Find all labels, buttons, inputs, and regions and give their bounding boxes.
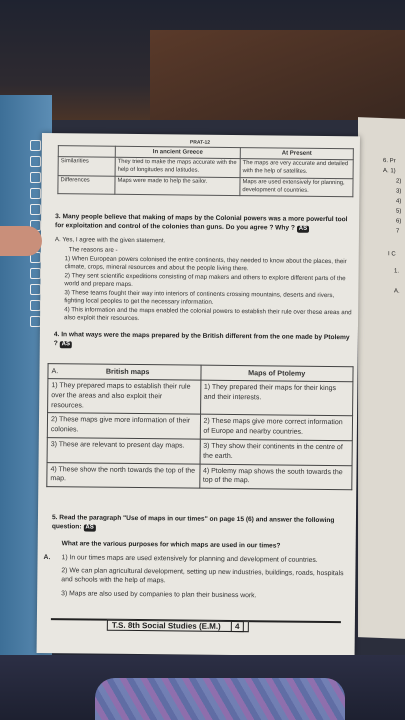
answer-item: 1) In our times maps are used extensively for planning and development of countries. <box>61 554 318 564</box>
table-cell: 1) They prepared maps to establish their rule over the areas and also exploit their resources. <box>48 379 201 415</box>
question-text: Many people believe that making of maps by the Colonial powers was a more powerful tool for exploitation and control of the colonies than guns. Do you agree ? Why ? <box>54 213 348 232</box>
table-cell: Similarities <box>58 157 115 176</box>
table-header <box>48 364 201 381</box>
right-page-line: A. 1) <box>383 168 396 175</box>
right-page-line: 1. <box>394 268 400 275</box>
right-page-line: 3) <box>396 188 402 195</box>
table-cell: 1) They prepared their maps for their kings and their interests. <box>200 380 353 416</box>
right-page-line: I C <box>388 251 396 258</box>
answer-item: 3) Maps are also used by companies to plan their business work. <box>61 590 257 600</box>
table-cell: Maps are used extensively for planning, development of countries. <box>240 177 353 197</box>
table-cell: They tried to make the maps accurate with the help of longitudes and latitudes. <box>115 157 240 177</box>
table-header: At Present <box>240 148 353 160</box>
table-row <box>58 175 353 197</box>
background-wooden-surface <box>150 30 405 120</box>
page-footer <box>107 620 249 632</box>
question-number: 3. <box>55 213 61 221</box>
table-row <box>47 438 352 466</box>
table-row <box>47 462 352 490</box>
table-cell: Differences <box>58 175 115 194</box>
right-page-line: A. <box>394 288 400 295</box>
right-page-line: 6. Pr <box>383 158 396 165</box>
table-row <box>47 413 352 441</box>
table-header <box>58 146 115 158</box>
table-row <box>48 379 353 417</box>
table-cell: 4) Ptolemy map shows the south towards the top of the map. <box>199 464 352 490</box>
question-number: 4. <box>53 331 60 339</box>
table-header: Maps of Ptolemy <box>200 365 353 382</box>
answer-mark: A. <box>51 366 59 376</box>
greece-comparison-table <box>57 145 354 197</box>
right-page-line: 2) <box>396 178 402 185</box>
question-text: In what ways were the maps prepared by the British different from the one made by Ptolemy ? <box>53 331 350 347</box>
answer-item: 2) We can plan agricultural development, setting up new industries, buildings, roads, hospitals and schools with the help of maps. <box>61 567 344 585</box>
reason-item: 2) They sent scientific expeditions consisting of map makers and others to explore different parts of the world and prepare maps. <box>64 272 346 289</box>
maps-comparison-table <box>46 363 353 490</box>
reason-item: 1) When European powers colonised the entire continents, they needed to know about the places, their climate, crops, mineral resources and about the people living there. <box>64 255 347 273</box>
table-cell: The maps are very accurate and detailed with the help of satellites. <box>240 159 353 179</box>
page-code-label: PRAT-12 <box>189 139 211 146</box>
answer-intro: A. Yes, I agree with the given statement. <box>54 236 166 245</box>
question-text: Read the paragraph "Use of maps in our times" on page 15 (6) and answer the following question: <box>51 514 335 530</box>
reasons-label: The reasons are - <box>68 246 118 254</box>
right-page-line: 5) <box>396 208 402 215</box>
question-3 <box>55 213 355 233</box>
right-page-line: 6) <box>396 218 402 225</box>
page-number: 4 <box>231 621 244 632</box>
right-page-line: 7 <box>396 228 400 235</box>
table-cell: 4) These show the north towards the top of the map. <box>47 462 200 488</box>
reason-item: 3) These teams fought their way into interiors of continents crossing mountains, deserts and rivers, fighting local peoples to get the necessary information. <box>64 289 335 306</box>
finger <box>0 226 42 256</box>
table-cell: Maps were made to help the sailor. <box>115 176 240 196</box>
table-header: In ancient Greece <box>115 146 240 158</box>
question-5-sub: What are the various purposes for which maps are used in our times? <box>61 540 281 550</box>
table-header-text: British maps <box>105 366 150 377</box>
as-badge: AS <box>60 341 72 349</box>
footer-title: T.S. 8th Social Studies (E.M.) <box>111 620 221 631</box>
answer-mark: A. <box>43 554 51 562</box>
table-cell: 3) They show their continents in the centre of the earth. <box>200 439 353 465</box>
question-4 <box>54 331 354 351</box>
table-cell: 3) These are relevant to present day maps. <box>47 438 200 464</box>
fabric-cloth <box>95 678 345 720</box>
as-badge: AS <box>297 225 309 233</box>
reason-item: 4) This information and the maps enabled the colonial powers to establish their rule over these areas and also exploit their resources. <box>64 306 352 323</box>
table-cell: 2) These maps give more information of their colonies. <box>47 413 200 439</box>
as-badge: AS <box>83 524 95 532</box>
question-5 <box>52 514 352 534</box>
table-cell: 2) These maps give more correct information of Europe and nearby countries. <box>200 415 353 441</box>
textbook-page <box>37 133 360 656</box>
question-number: 5. <box>51 514 58 522</box>
right-page-line: 4) <box>396 198 402 205</box>
right-adjacent-page <box>358 117 405 639</box>
